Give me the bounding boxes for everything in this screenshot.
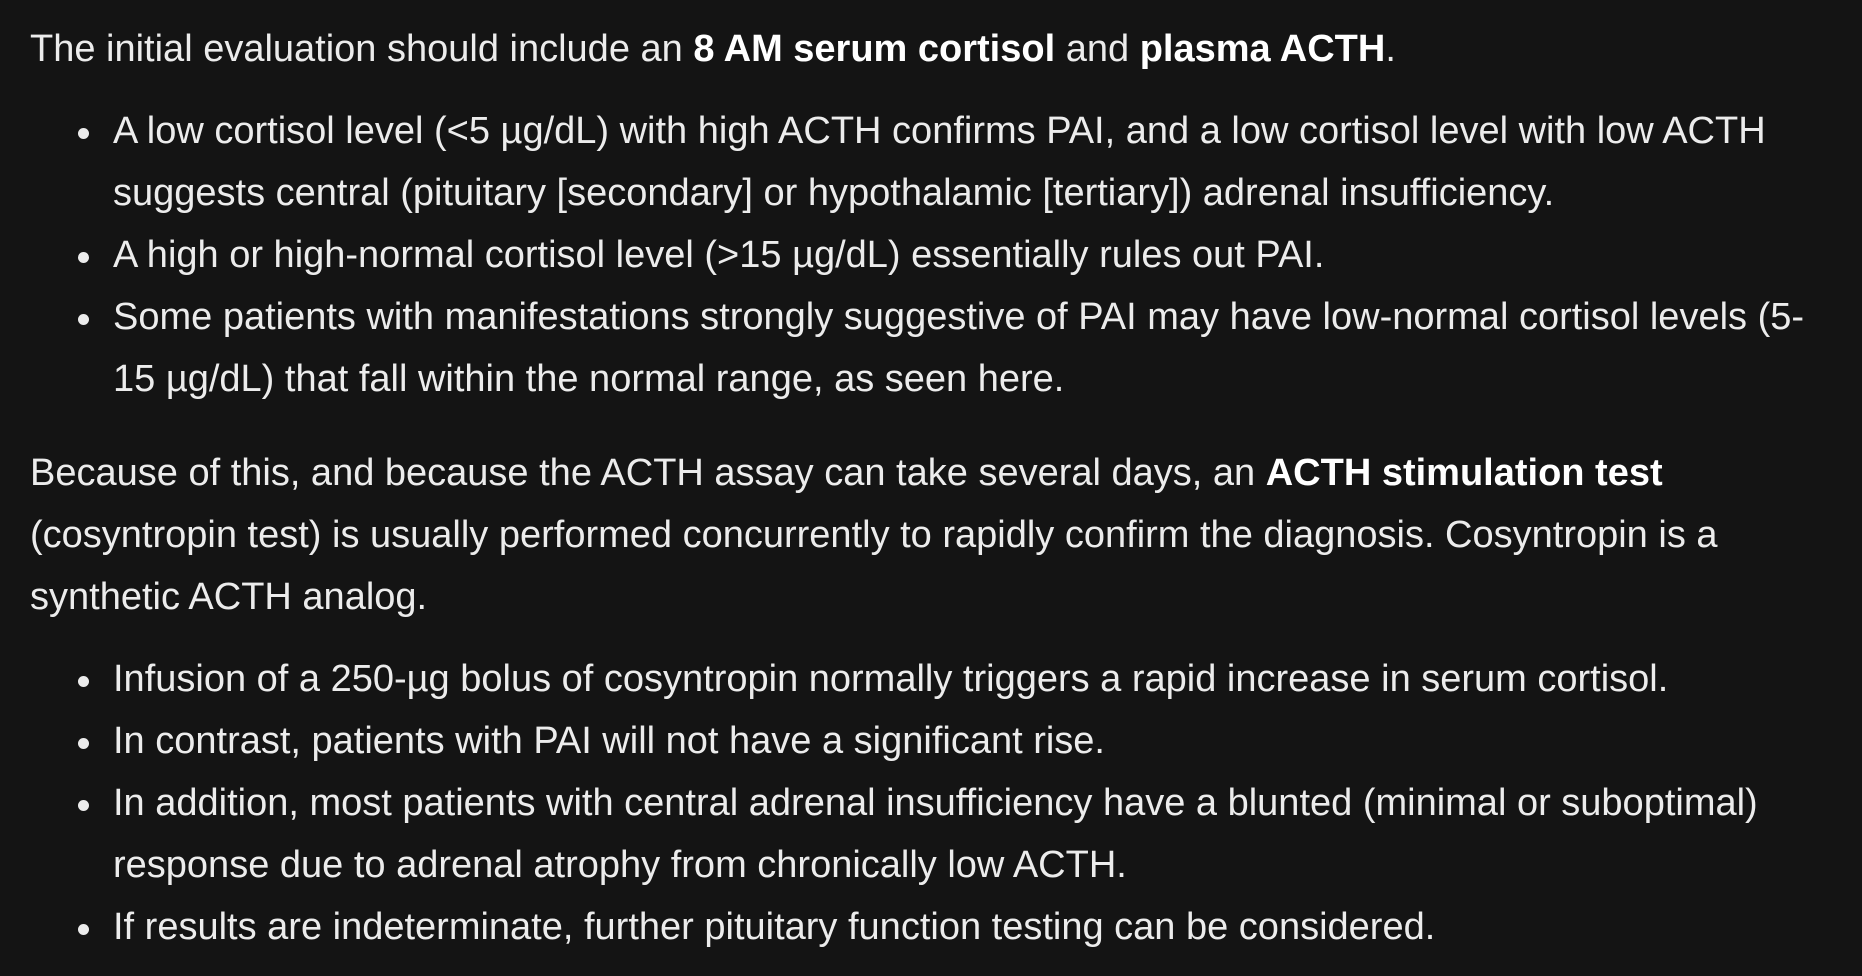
para2-text-1: Because of this, and because the ACTH assay can take several days, an: [30, 452, 1266, 494]
list-item: Infusion of a 250-µg bolus of cosyntropin normally triggers a rapid increase in serum cortisol.: [113, 648, 1845, 710]
list-item: In contrast, patients with PAI will not have a significant rise.: [113, 710, 1845, 772]
intro-paragraph: [30, 18, 1845, 80]
list-item: Some patients with manifestations strongly suggestive of PAI may have low-normal cortisol levels (5-15 µg/dL) that fall within the normal range, as seen here.: [113, 286, 1845, 410]
intro-text-3: .: [1385, 28, 1396, 70]
list-item: In addition, most patients with central adrenal insufficiency have a blunted (minimal or suboptimal) response due to adrenal atrophy from chronically low ACTH.: [113, 772, 1845, 896]
para2-bold-stimulation-test: ACTH stimulation test: [1265, 452, 1663, 494]
stimulation-test-paragraph: [30, 442, 1845, 628]
intro-text-2: and: [1055, 28, 1140, 70]
document-body: [30, 18, 1845, 958]
list-item: A high or high-normal cortisol level (>15 µg/dL) essentially rules out PAI.: [113, 224, 1845, 286]
intro-bold-cortisol: 8 AM serum cortisol: [693, 28, 1056, 70]
cortisol-findings-list: [30, 100, 1845, 410]
list-item: If results are indeterminate, further pituitary function testing can be considered.: [113, 896, 1845, 958]
cosyntropin-response-list: [30, 648, 1845, 958]
para2-text-2: (cosyntropin test) is usually performed concurrently to rapidly confirm the diagnosis. Cosyntropin is a synthetic ACTH analog.: [30, 514, 1718, 618]
list-item: A low cortisol level (<5 µg/dL) with high ACTH confirms PAI, and a low cortisol level with low ACTH suggests central (pituitary [secondary] or hypothalamic [tertiary]) adrenal insufficiency.: [113, 100, 1845, 224]
intro-bold-acth: plasma ACTH: [1139, 28, 1386, 70]
intro-text-1: The initial evaluation should include an: [30, 28, 694, 70]
